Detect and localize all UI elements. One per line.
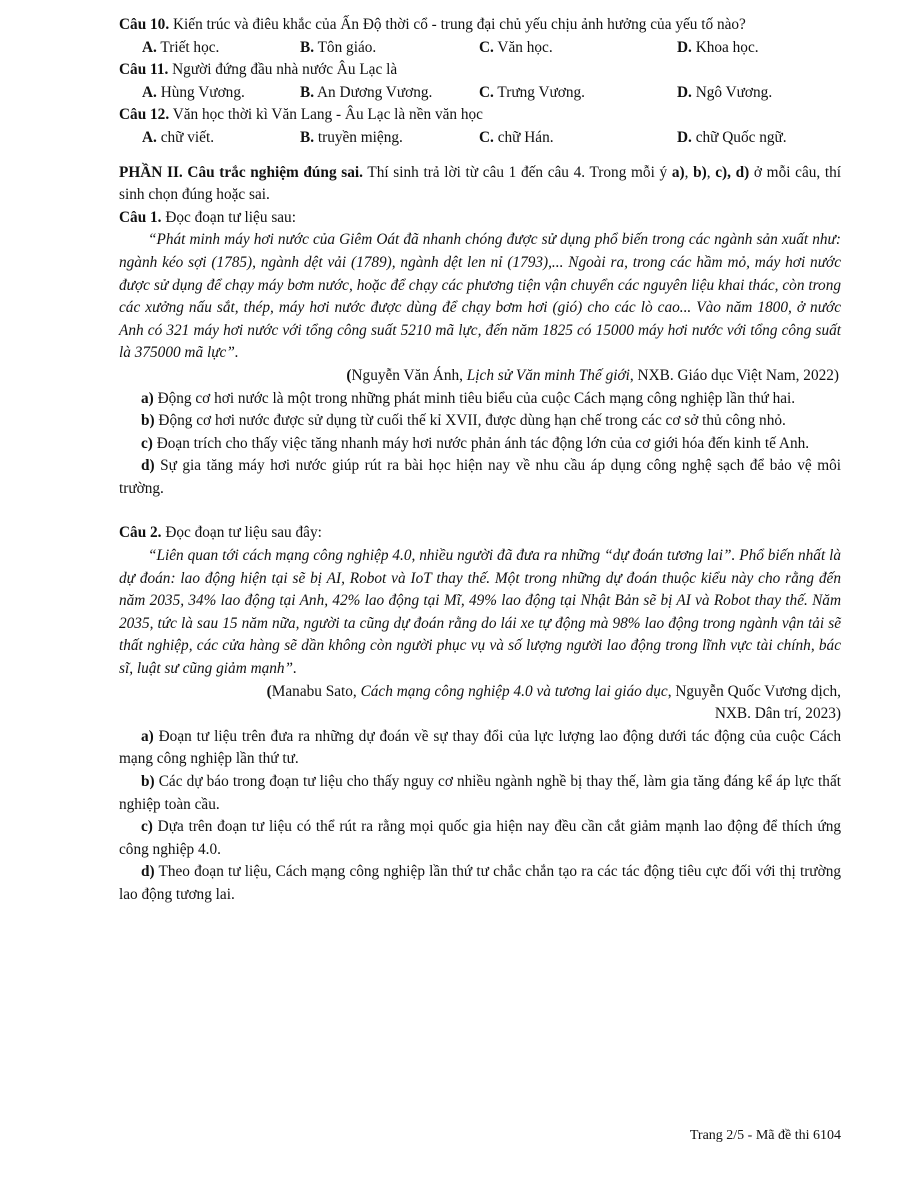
option-b [300, 127, 479, 150]
question-11 [119, 59, 841, 82]
question-12-options [119, 127, 841, 150]
option-text: chữ viết. [156, 128, 215, 146]
option-key: A. [142, 83, 157, 101]
part-2-intro [119, 162, 841, 207]
option-text: chữ Quốc ngữ. [691, 128, 787, 146]
item-2-statement-c [119, 816, 841, 861]
item-2-statement-b [119, 771, 841, 816]
statement-text: Đoạn trích cho thấy việc tăng nhanh máy hơi nước phản ánh tác động lớn của cơ giới hóa đến kinh tế Anh. [152, 434, 810, 452]
option-text: Khoa học. [691, 38, 759, 56]
question-10-options [119, 37, 841, 60]
question-text: Kiến trúc và điêu khắc của Ấn Độ thời cổ - trung đại chủ yếu chịu ảnh hưởng của yếu tố nào? [169, 16, 746, 33]
option-b [300, 82, 479, 105]
question-12 [119, 104, 841, 127]
source-rest: , Nguyễn Quốc Vương dịch, [667, 682, 841, 700]
statement-text: Theo đoạn tư liệu, Cách mạng công nghiệp lần thứ tư chắc chắn tạo ra các tác động tiêu cực đối với thị trường lao động tương lai. [119, 863, 841, 903]
part-heading: PHẦN II. Câu trắc nghiệm đúng sai. [119, 163, 363, 181]
statement-key: d) [141, 863, 155, 881]
option-text: An Dương Vương. [314, 83, 433, 101]
part-sep: , [684, 163, 694, 181]
option-key: B. [300, 128, 315, 146]
source-title: Cách mạng công nghiệp 4.0 và tương lai giáo dục [360, 682, 668, 700]
item-prompt: Đọc đoạn tư liệu sau: [161, 208, 296, 226]
spacer [119, 500, 841, 522]
option-key: C. [479, 128, 494, 146]
source-author: Manabu Sato, [271, 682, 361, 700]
statement-key: c) [141, 434, 153, 452]
source-rest: , NXB. Giáo dục Việt Nam, 2022) [629, 366, 839, 384]
source-paren: ( [266, 682, 272, 700]
statement-text: Sự gia tăng máy hơi nước giúp rút ra bài học hiện nay về nhu cầu áp dụng công nghệ sạch để bảo vệ môi trường. [119, 457, 841, 497]
option-key: C. [479, 38, 494, 56]
source-title: Lịch sử Văn minh Thế giới [466, 366, 630, 384]
item-label: Câu 2. [119, 524, 162, 542]
item-1-statement-a [119, 388, 841, 411]
option-key: D. [677, 83, 692, 101]
option-d [677, 37, 759, 60]
option-key: A. [142, 38, 157, 56]
statement-key: c) [141, 818, 153, 836]
item-2-quote: “Liên quan tới cách mạng công nghiệp 4.0, nhiều người đã đưa ra những “dự đoán tương lai”. Phổ biến nhất là dự đoán: lao động hiện tại sẽ bị AI, Robot và IoT thay thế. Một trong những dự đoán thuộc kiểu này cho rằng đến năm 2035, 34% lao động tại Anh, 42% lao động tại Mĩ, 49% lao động tại Nhật Bản sẽ bị AI và Robot thay thế. Năm 2035, tức là sau 15 năm nữa, người ta cũng dự đoán rằng do lái xe tự động mà 98% lao động trong ngành vận tải sẽ thất nghiệp, các cửa hàng sẽ dần không còn người phục vụ và số lượng người lao động trong lĩnh vực tài chính, bác sĩ, luật sư cũng giảm mạnh”. [119, 547, 841, 678]
question-label: Câu 10. [119, 16, 170, 33]
part-key-b: b) [693, 163, 707, 181]
part-key-c: c), [715, 163, 731, 181]
item-2-statement-a [119, 726, 841, 771]
spacer [119, 150, 841, 162]
item-2-source [119, 681, 841, 704]
question-11-options [119, 82, 841, 105]
question-text: Người đứng đầu nhà nước Âu Lạc là [168, 61, 398, 79]
statement-text: Đoạn tư liệu trên đưa ra những dự đoán về sự thay đổi của lực lượng lao động dưới tác động của cuộc Cách mạng công nghiệp lần thứ tư. [119, 727, 841, 768]
source-paren: ( [346, 366, 352, 384]
option-d [677, 127, 787, 150]
question-10 [119, 14, 841, 37]
option-d [677, 82, 772, 105]
option-text: truyền miệng. [314, 128, 403, 146]
part-key-d: d) [735, 163, 750, 181]
exam-page [119, 14, 841, 907]
statement-key: d) [141, 457, 155, 475]
item-label: Câu 1. [119, 208, 162, 226]
option-c [479, 127, 677, 150]
item-1-statement-b [119, 410, 841, 433]
option-text: chữ Hán. [493, 128, 554, 146]
statement-key: a) [141, 727, 154, 745]
option-key: A. [142, 128, 157, 146]
option-text: Ngô Vương. [691, 83, 773, 101]
option-c [479, 82, 677, 105]
item-1-statement-d [119, 455, 841, 500]
option-text: Triết học. [156, 38, 220, 56]
option-text: Trưng Vương. [493, 83, 586, 101]
option-text: Tôn giáo. [314, 38, 377, 56]
option-c [479, 37, 677, 60]
option-key: C. [479, 83, 494, 101]
item-2-statement-d [119, 861, 841, 906]
option-key: D. [677, 38, 692, 56]
statement-text: Động cơ hơi nước được sử dụng từ cuối thế kỉ XVII, được dùng hạn chế trong các cơ sở thủ công nhỏ. [154, 412, 786, 430]
statement-key: b) [141, 412, 155, 430]
part-intro-text: Thí sinh trả lời từ câu 1 đến câu 4. Trong mỗi ý [362, 163, 672, 181]
option-b [300, 37, 479, 60]
item-1-source [119, 365, 841, 388]
statement-text: Các dự báo trong đoạn tư liệu cho thấy nguy cơ nhiều ngành nghề bị thay thế, làm gia tăng đáng kể áp lực thất nghiệp toàn cầu. [119, 773, 841, 813]
question-label: Câu 12. [119, 106, 170, 124]
statement-key: a) [141, 389, 154, 407]
part-sep: , [706, 163, 716, 181]
question-label: Câu 11. [119, 61, 169, 79]
item-prompt: Đọc đoạn tư liệu sau đây: [161, 524, 322, 542]
part-intro-text: ở mỗi câu, thí sinh chọn đúng hoặc sai. [119, 163, 842, 204]
source-author: Nguyễn Văn Ánh, [351, 366, 467, 384]
option-a [142, 37, 300, 60]
option-key: B. [300, 83, 315, 101]
question-text: Văn học thời kì Văn Lang - Âu Lạc là nền văn học [169, 106, 483, 124]
page-footer: Trang 2/5 - Mã đề thi 6104 [689, 1128, 841, 1143]
option-text: Văn học. [493, 38, 553, 56]
statement-key: b) [141, 773, 155, 790]
option-a [142, 127, 300, 150]
option-text: Hùng Vương. [156, 83, 245, 101]
item-2-source-line-2: NXB. Dân trí, 2023) [714, 705, 841, 723]
option-key: D. [677, 128, 692, 146]
option-key: B. [300, 38, 315, 56]
option-a [142, 82, 300, 105]
item-1-prompt [119, 207, 841, 230]
item-2-prompt [119, 522, 841, 545]
statement-text: Động cơ hơi nước là một trong những phát minh tiêu biểu của cuộc Cách mạng công nghiệp lần thứ hai. [153, 389, 796, 407]
item-1-quote: “Phát minh máy hơi nước của Giêm Oát đã nhanh chóng được sử dụng phổ biến trong các ngành sản xuất như: ngành kéo sợi (1785), ngành dệt vải (1789), ngành dệt len nỉ (1793),... Ngoài ra, trong các hầm mỏ, máy hơi nước được sử dụng để chạy máy bơm nước, hoặc để chạy các phương tiện vận chuyển các nguyên liệu khai thác, còn trong các xưởng nấu sắt, thép, máy hơi nước được dùng để chạy bơm hơi (gió) cho các lò cao... Vào năm 1800, ở nước Anh có 321 máy hơi nước với tổng công suất 5210 mã lực, đến năm 1825 có 15000 máy hơi nước với tổng công suất là 375000 mã lực”. [119, 231, 841, 362]
statement-text: Dựa trên đoạn tư liệu có thể rút ra rằng mọi quốc gia hiện nay đều cần cắt giảm mạnh lao động để thích ứng công nghiệp 4.0. [119, 818, 841, 858]
part-key-a: a) [671, 163, 685, 181]
item-1-statement-c [119, 433, 841, 456]
